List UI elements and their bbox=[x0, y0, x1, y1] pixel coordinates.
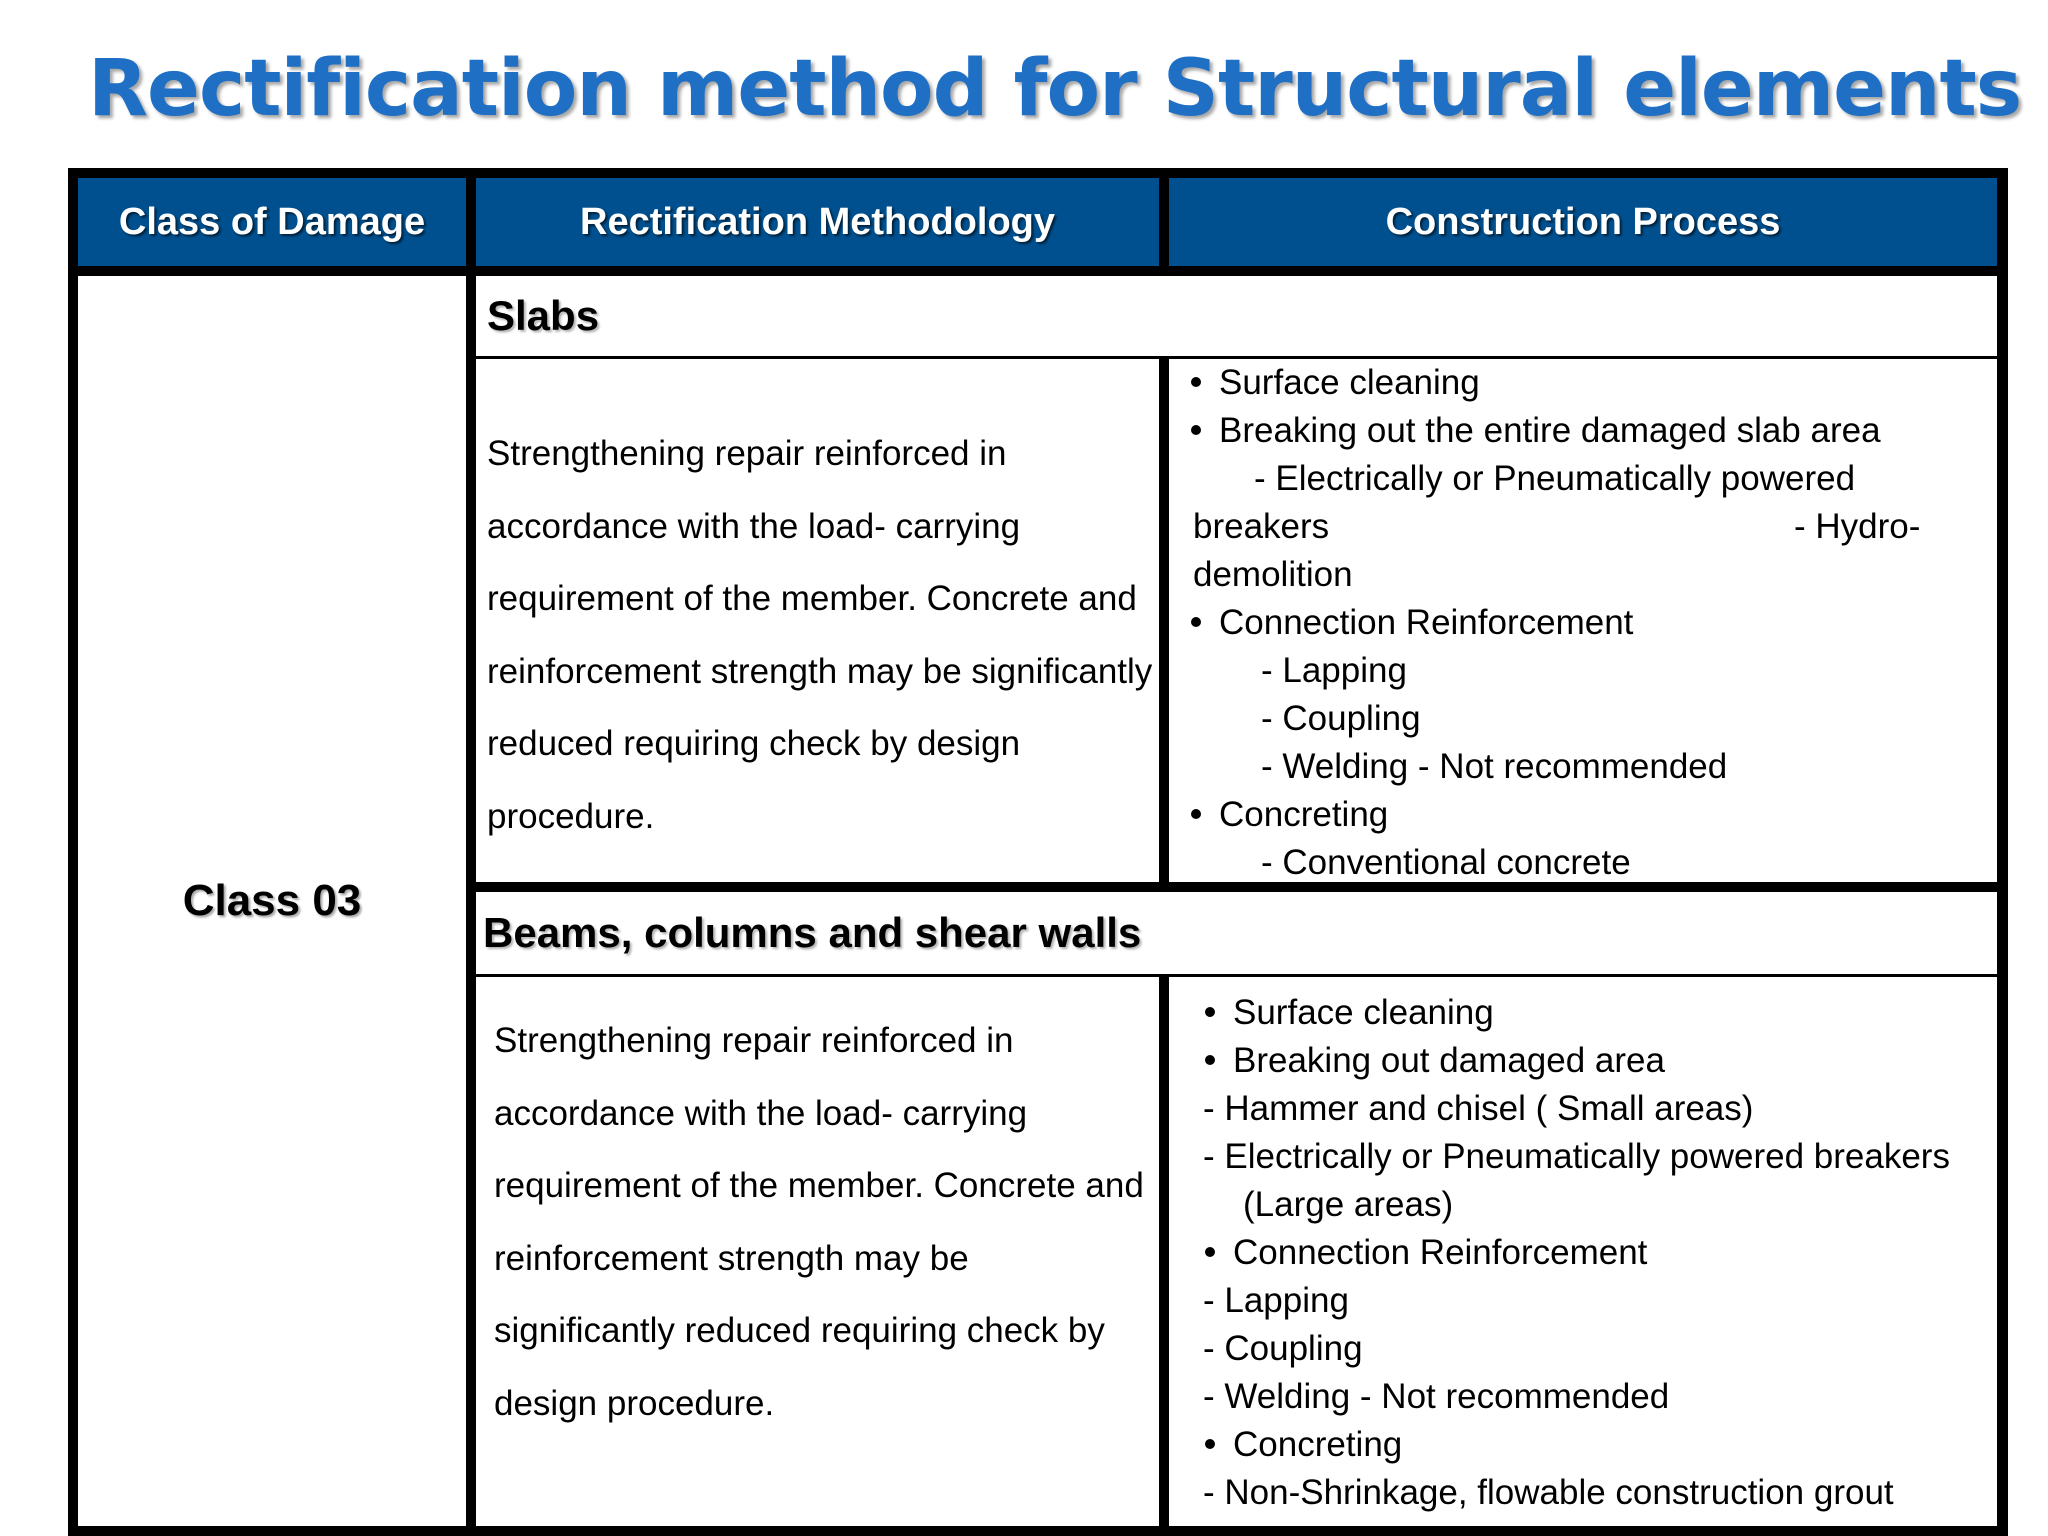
slabs-process-subitem: breakers bbox=[1193, 507, 1330, 546]
slabs-process-subitem: - Conventional concrete bbox=[1261, 843, 1631, 882]
slabs-process-item: Surface cleaning bbox=[1191, 359, 1480, 407]
slabs-process-cell bbox=[1169, 359, 1997, 882]
class-label: Class 03 bbox=[182, 876, 362, 925]
bullet-icon bbox=[1205, 1247, 1215, 1257]
bullet-icon bbox=[1205, 1439, 1215, 1449]
beams-process-item: Concreting bbox=[1205, 1421, 1402, 1469]
slabs-process-item: Connection Reinforcement bbox=[1191, 599, 1633, 647]
beams-process-item: Surface cleaning bbox=[1205, 989, 1494, 1037]
header-construction-process: Construction Process bbox=[1169, 178, 1997, 266]
bullet-icon bbox=[1191, 425, 1201, 435]
slabs-process-item: Breaking out the entire damaged slab area bbox=[1191, 407, 1881, 455]
slabs-process-item: Concreting bbox=[1191, 791, 1388, 839]
beams-title: Beams, columns and shear walls bbox=[483, 909, 1142, 956]
beams-process-subitem: - Hammer and chisel ( Small areas) bbox=[1203, 1089, 1754, 1128]
slabs-process-subitem: demolition bbox=[1193, 555, 1353, 594]
bullet-icon bbox=[1205, 1055, 1215, 1065]
header-rectification-methodology: Rectification Methodology bbox=[476, 178, 1159, 266]
beams-process-item: Breaking out damaged area bbox=[1205, 1037, 1665, 1085]
slabs-process-subitem: - Coupling bbox=[1261, 699, 1421, 738]
class-cell bbox=[78, 276, 466, 1526]
slabs-methodology-cell bbox=[476, 359, 1159, 882]
slabs-section-title bbox=[476, 276, 1997, 356]
beams-process-subitem: - Electrically or Pneumatically powered breakers bbox=[1203, 1137, 1950, 1176]
slabs-process-subitem: - Hydro- bbox=[1794, 507, 1921, 546]
beams-process-subitem: - Welding - Not recommended bbox=[1203, 1377, 1670, 1416]
slabs-process-subitem: - Lapping bbox=[1261, 651, 1407, 690]
beams-section-title bbox=[476, 892, 1997, 974]
beams-process-subitem: - Non-Shrinkage, flowable construction grout bbox=[1203, 1473, 1894, 1512]
page-title: Rectification method for Structural elements bbox=[88, 44, 2022, 134]
slabs-process-subitem: - Electrically or Pneumatically powered bbox=[1254, 459, 1856, 498]
bullet-icon bbox=[1205, 1007, 1215, 1017]
bullet-icon bbox=[1191, 617, 1201, 627]
beams-methodology-cell bbox=[476, 977, 1159, 1526]
beams-methodology-text: Strengthening repair reinforced in accordance with the load- carrying requirement of the member. Concrete and reinforcement strength may be significantly reduced requiring check by design procedure. bbox=[494, 1021, 1144, 1423]
beams-process-cell bbox=[1169, 977, 1997, 1526]
bullet-icon bbox=[1191, 809, 1201, 819]
bullet-icon bbox=[1191, 377, 1201, 387]
slabs-process-subitem: - Welding - Not recommended bbox=[1261, 747, 1728, 786]
beams-process-item: Connection Reinforcement bbox=[1205, 1229, 1647, 1277]
beams-process-subitem: (Large areas) bbox=[1243, 1185, 1454, 1224]
slabs-title: Slabs bbox=[487, 292, 600, 339]
slabs-methodology-text: Strengthening repair reinforced in accordance with the load- carrying requirement of the member. Concrete and reinforcement strength may be significantly reduced requiring check by design procedure. bbox=[487, 434, 1153, 836]
header-class-of-damage: Class of Damage bbox=[78, 178, 466, 266]
beams-process-subitem: - Lapping bbox=[1203, 1281, 1349, 1320]
beams-process-subitem: - Coupling bbox=[1203, 1329, 1363, 1368]
